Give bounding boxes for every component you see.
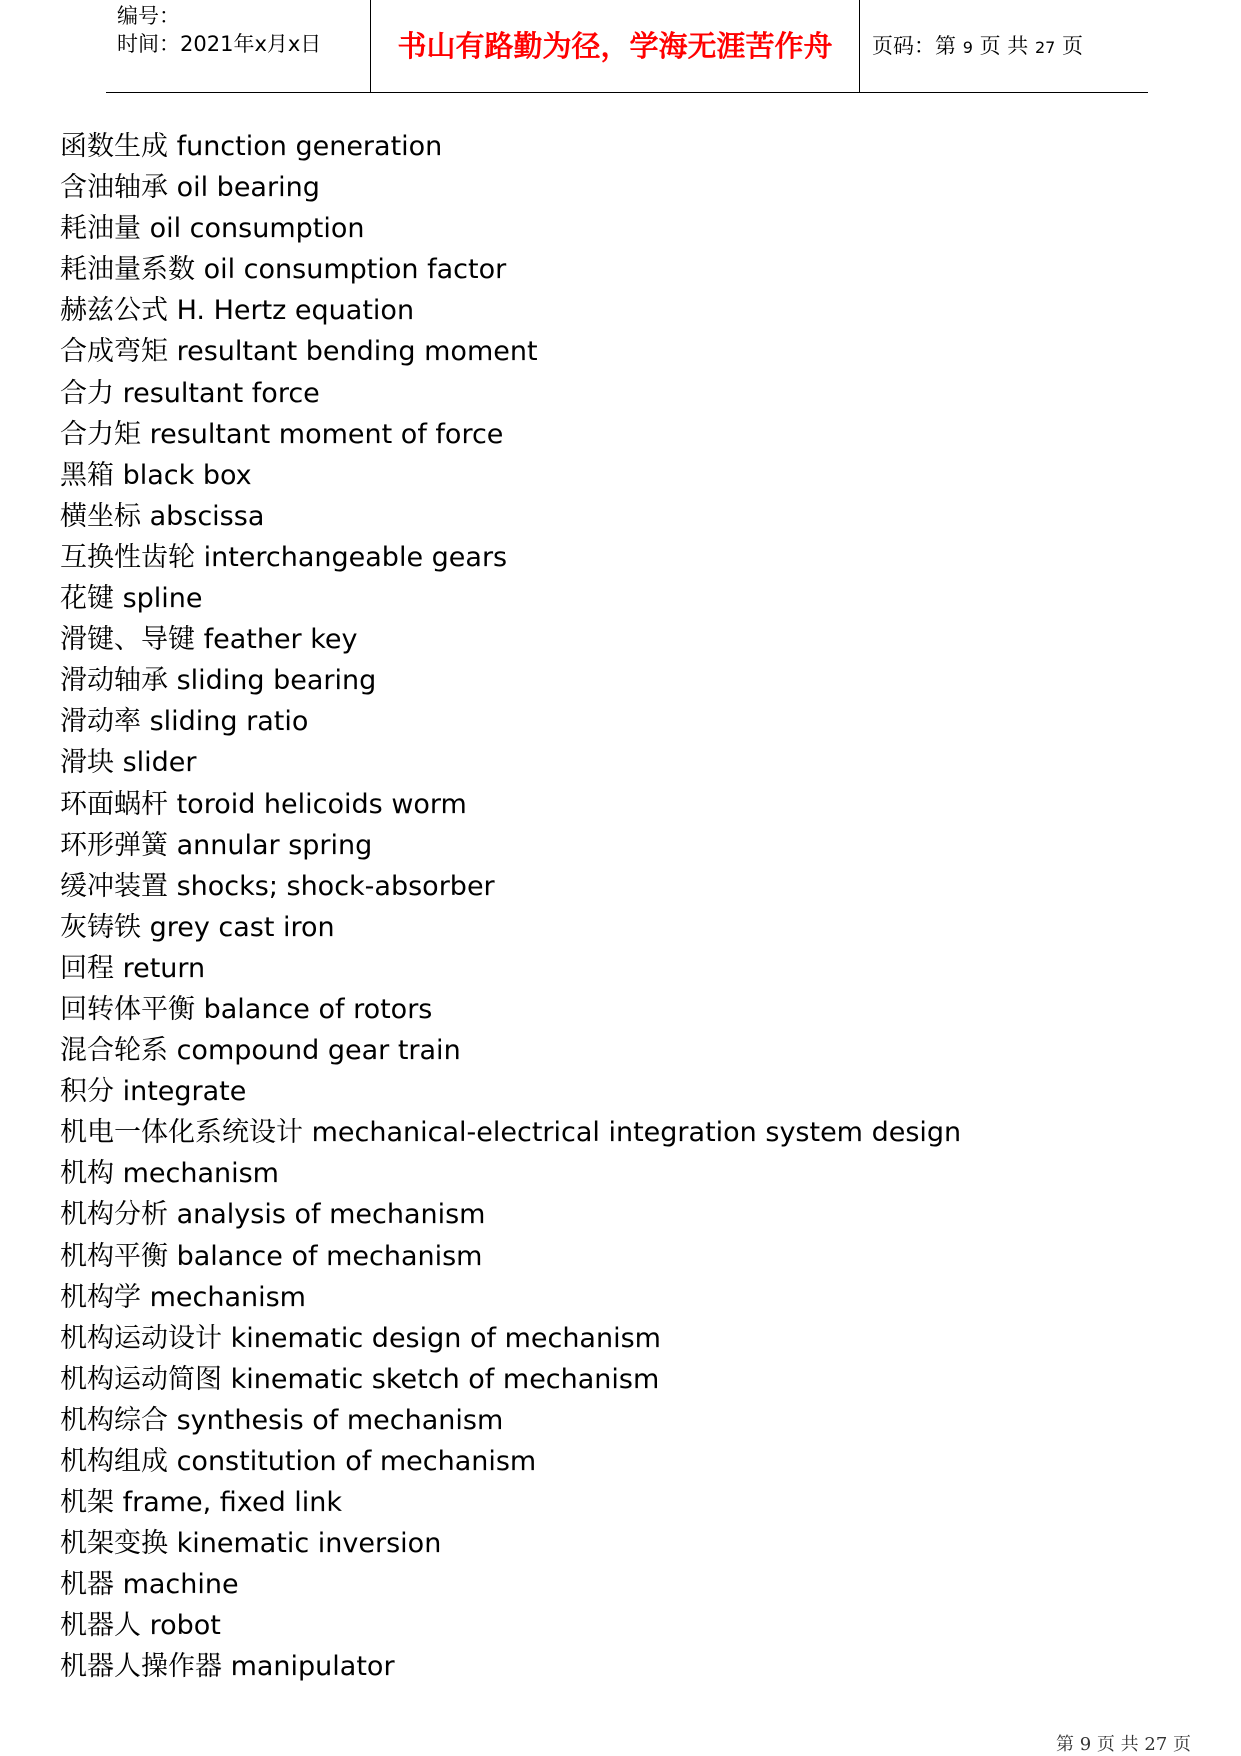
- glossary-entry: 灰铸铁 grey cast iron: [60, 911, 335, 943]
- glossary-entry: 黑箱 black box: [60, 459, 252, 491]
- glossary-entry: 环面蜗杆 toroid helicoids worm: [60, 788, 467, 820]
- header-page-info: [860, 0, 1148, 92]
- page-header: [106, 0, 1148, 93]
- glossary-entry: 回程 return: [60, 952, 206, 984]
- glossary-entry: 合成弯矩 resultant bending moment: [60, 336, 538, 368]
- document-time-label: 时间：2021年x月x日: [117, 32, 322, 56]
- page-footer: 第 9 页 共 27 页: [1056, 1734, 1191, 1755]
- page-total: 27: [1034, 38, 1056, 57]
- glossary-entry: 机架变换 kinematic inversion: [60, 1528, 442, 1560]
- glossary-entry: 耗油量系数 oil consumption factor: [60, 254, 507, 286]
- page-current: 9: [962, 38, 973, 57]
- glossary-entry: 赫兹公式 H. Hertz equation: [60, 295, 415, 327]
- glossary-entry: 函数生成 function generation: [60, 131, 443, 162]
- glossary-entry: 机构运动简图 kinematic sketch of mechanism: [60, 1363, 660, 1395]
- glossary-entry: 横坐标 abscissa: [60, 500, 265, 532]
- glossary-entry: 缓冲装置 shocks; shock-absorber: [60, 870, 495, 902]
- glossary-entry: 环形弹簧 annular spring: [60, 829, 373, 861]
- glossary-entry: 机构运动设计 kinematic design of mechanism: [60, 1322, 661, 1354]
- glossary-entry: 机构分析 analysis of mechanism: [60, 1199, 486, 1231]
- document-number-label: 编号：: [117, 4, 180, 28]
- header-info-cell: [106, 0, 370, 92]
- glossary-entry: 机构组成 constitution of mechanism: [60, 1446, 537, 1477]
- glossary-list: [60, 126, 961, 1688]
- glossary-entry: 滑键、导键 feather key: [60, 624, 358, 656]
- glossary-entry: 滑块 slider: [60, 747, 197, 779]
- page-suffix: 页: [1061, 34, 1083, 58]
- glossary-entry: 互换性齿轮 interchangeable gears: [60, 541, 508, 573]
- glossary-entry: 混合轮系 compound gear train: [60, 1035, 461, 1067]
- glossary-entry: 机构学 mechanism: [60, 1281, 306, 1313]
- glossary-entry: 积分 integrate: [60, 1076, 247, 1108]
- glossary-entry: 机器 machine: [60, 1569, 239, 1601]
- glossary-entry: 滑动轴承 sliding bearing: [60, 665, 377, 697]
- glossary-entry: 合力 resultant force: [60, 377, 320, 409]
- glossary-entry: 含油轴承 oil bearing: [60, 172, 320, 204]
- glossary-entry: 机架 frame, fixed link: [60, 1487, 343, 1519]
- header-motto: 书山有路勤为径，学海无涯苦作舟: [370, 0, 860, 92]
- glossary-entry: 合力矩 resultant moment of force: [60, 418, 504, 450]
- glossary-entry: 机器人操作器 manipulator: [60, 1651, 395, 1683]
- glossary-entry: 机电一体化系统设计 mechanical-electrical integration system design: [60, 1117, 962, 1149]
- page-mid: 页 共: [979, 34, 1029, 58]
- glossary-entry: 花键 spline: [60, 583, 203, 615]
- glossary-entry: 机器人 robot: [60, 1610, 221, 1642]
- glossary-entry: 机构 mechanism: [60, 1158, 279, 1190]
- glossary-entry: 回转体平衡 balance of rotors: [60, 993, 433, 1025]
- glossary-entry: 机构综合 synthesis of mechanism: [60, 1404, 504, 1436]
- page-prefix: 页码：第: [872, 34, 956, 58]
- glossary-entry: 机构平衡 balance of mechanism: [60, 1240, 483, 1272]
- glossary-entry: 滑动率 sliding ratio: [60, 706, 309, 738]
- glossary-entry: 耗油量 oil consumption: [60, 213, 365, 245]
